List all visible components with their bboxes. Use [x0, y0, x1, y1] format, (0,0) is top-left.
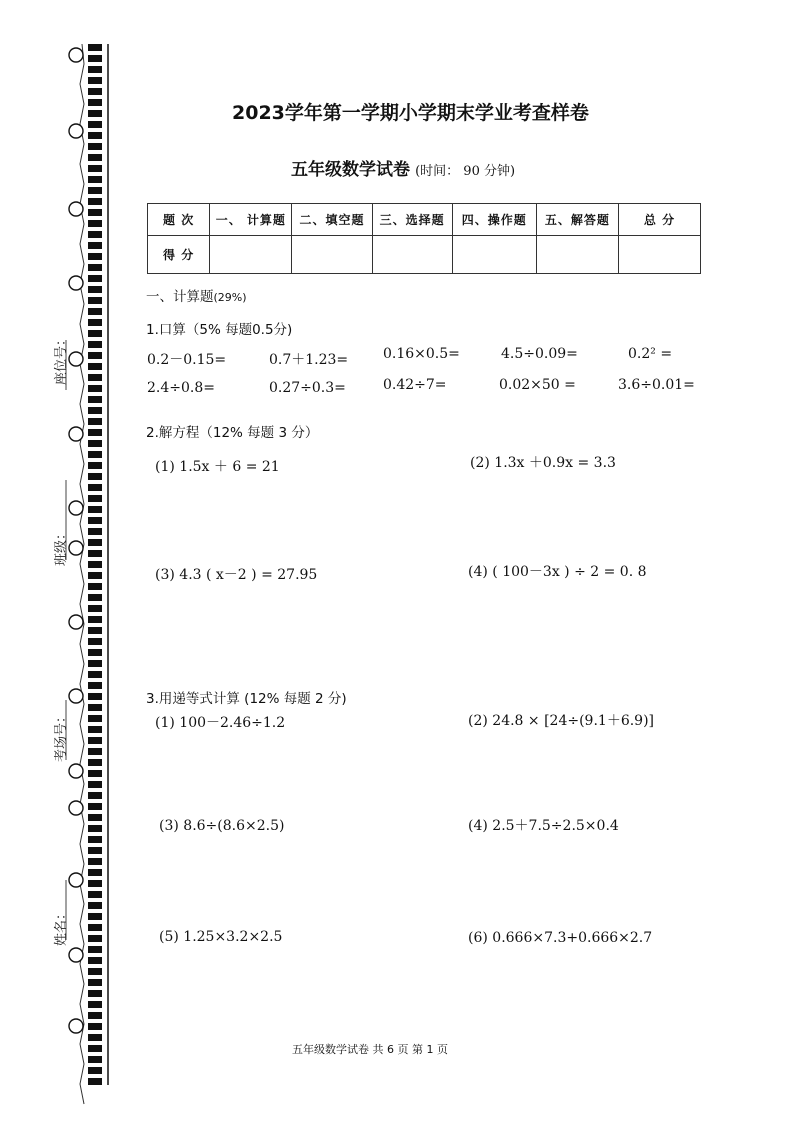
punch-hole-circle: [69, 873, 83, 887]
score-blank-cell: [452, 236, 536, 274]
punch-hole-circle: [69, 615, 83, 629]
score-blank-cell: [210, 236, 292, 274]
time-note: (时间： 90 分钟): [415, 164, 516, 179]
equation-item: (3) 4.3 ( x－2 ) = 27.95: [155, 567, 318, 583]
score-row-label: 得 分: [148, 236, 210, 274]
part-2-title: 2.解方程（12% 每题 3 分）: [146, 425, 319, 441]
score-header-cell: 三、选择题: [372, 204, 452, 236]
oral-item: 0.7＋1.23=: [269, 352, 349, 368]
score-header-cell: 一、 计算题: [210, 204, 292, 236]
punch-hole-circle: [69, 764, 83, 778]
calculation-item: (5) 1.25×3.2×2.5: [159, 929, 283, 945]
punch-hole-circle: [69, 948, 83, 962]
punch-hole-circle: [69, 801, 83, 815]
score-header-cell: 四、操作题: [452, 204, 536, 236]
exam-room-label: 考场号：: [54, 709, 69, 762]
seat-number-label: 座位号：: [54, 332, 69, 385]
subtitle-line: [291, 155, 515, 180]
class-label: 班级：: [54, 526, 69, 566]
score-blank-cell: [618, 236, 700, 274]
score-blank-cell: [372, 236, 452, 274]
calculation-item: (1) 100－2.46÷1.2: [155, 715, 286, 731]
score-table-score-row: [148, 236, 701, 274]
calculation-item: (4) 2.5＋7.5÷2.5×0.4: [468, 818, 619, 834]
score-header-cell: 题 次: [148, 204, 210, 236]
exam-subtitle: 五年级数学试卷: [291, 160, 410, 180]
punch-hole-circle: [69, 202, 83, 216]
score-table: [147, 203, 701, 274]
page-footer: 五年级数学试卷 共 6 页 第 1 页: [292, 1043, 448, 1056]
oral-item: 2.4÷0.8=: [147, 380, 215, 396]
part-3-title: 3.用递等式计算 (12% 每题 2 分): [146, 691, 347, 707]
calculation-item: (6) 0.666×7.3+0.666×2.7: [468, 930, 653, 946]
score-blank-cell: [536, 236, 618, 274]
punch-hole-circle: [69, 48, 83, 62]
section-1-weight: (29%): [213, 291, 247, 304]
exam-title: 2023学年第一学期小学期末学业考查样卷: [232, 102, 589, 124]
punch-hole-circle: [69, 541, 83, 555]
part-1-title: 1.口算（5% 每题0.5分): [146, 322, 293, 338]
section-1-title: 一、计算题: [146, 289, 214, 305]
oral-item: 0.02×50 =: [499, 377, 576, 393]
punch-hole-circle: [69, 276, 83, 290]
oral-item: 3.6÷0.01=: [618, 377, 695, 393]
calculation-item: (3) 8.6÷(8.6×2.5): [159, 818, 285, 834]
oral-item: 0.2² =: [628, 346, 673, 362]
punch-hole-circle: [69, 1019, 83, 1033]
score-table-header-row: [148, 204, 701, 236]
punch-hole-circle: [69, 352, 83, 366]
oral-item: 4.5÷0.09=: [501, 346, 578, 362]
punch-hole-circle: [69, 427, 83, 441]
score-header-cell: 五、解答题: [536, 204, 618, 236]
score-header-cell: 总 分: [618, 204, 700, 236]
oral-item: 0.27÷0.3=: [269, 380, 346, 396]
equation-item: (1) 1.5x ＋ 6 = 21: [155, 459, 280, 475]
binding-margin: [0, 0, 120, 1123]
equation-item: (2) 1.3x ＋0.9x = 3.3: [470, 455, 616, 471]
section-1-heading: [146, 285, 247, 305]
oral-item: 0.2－0.15=: [147, 352, 227, 368]
punch-hole-circle: [69, 501, 83, 515]
name-label: 姓名：: [54, 906, 69, 946]
score-header-cell: 二、填空题: [292, 204, 372, 236]
equation-item: (4) ( 100－3x ) ÷ 2 = 0. 8: [468, 564, 647, 580]
score-blank-cell: [292, 236, 372, 274]
calculation-item: (2) 24.8 × [24÷(9.1＋6.9)]: [468, 713, 655, 729]
oral-item: 0.16×0.5=: [383, 346, 460, 362]
punch-hole-circle: [69, 124, 83, 138]
oral-item: 0.42÷7=: [383, 377, 447, 393]
punch-hole-circle: [69, 689, 83, 703]
